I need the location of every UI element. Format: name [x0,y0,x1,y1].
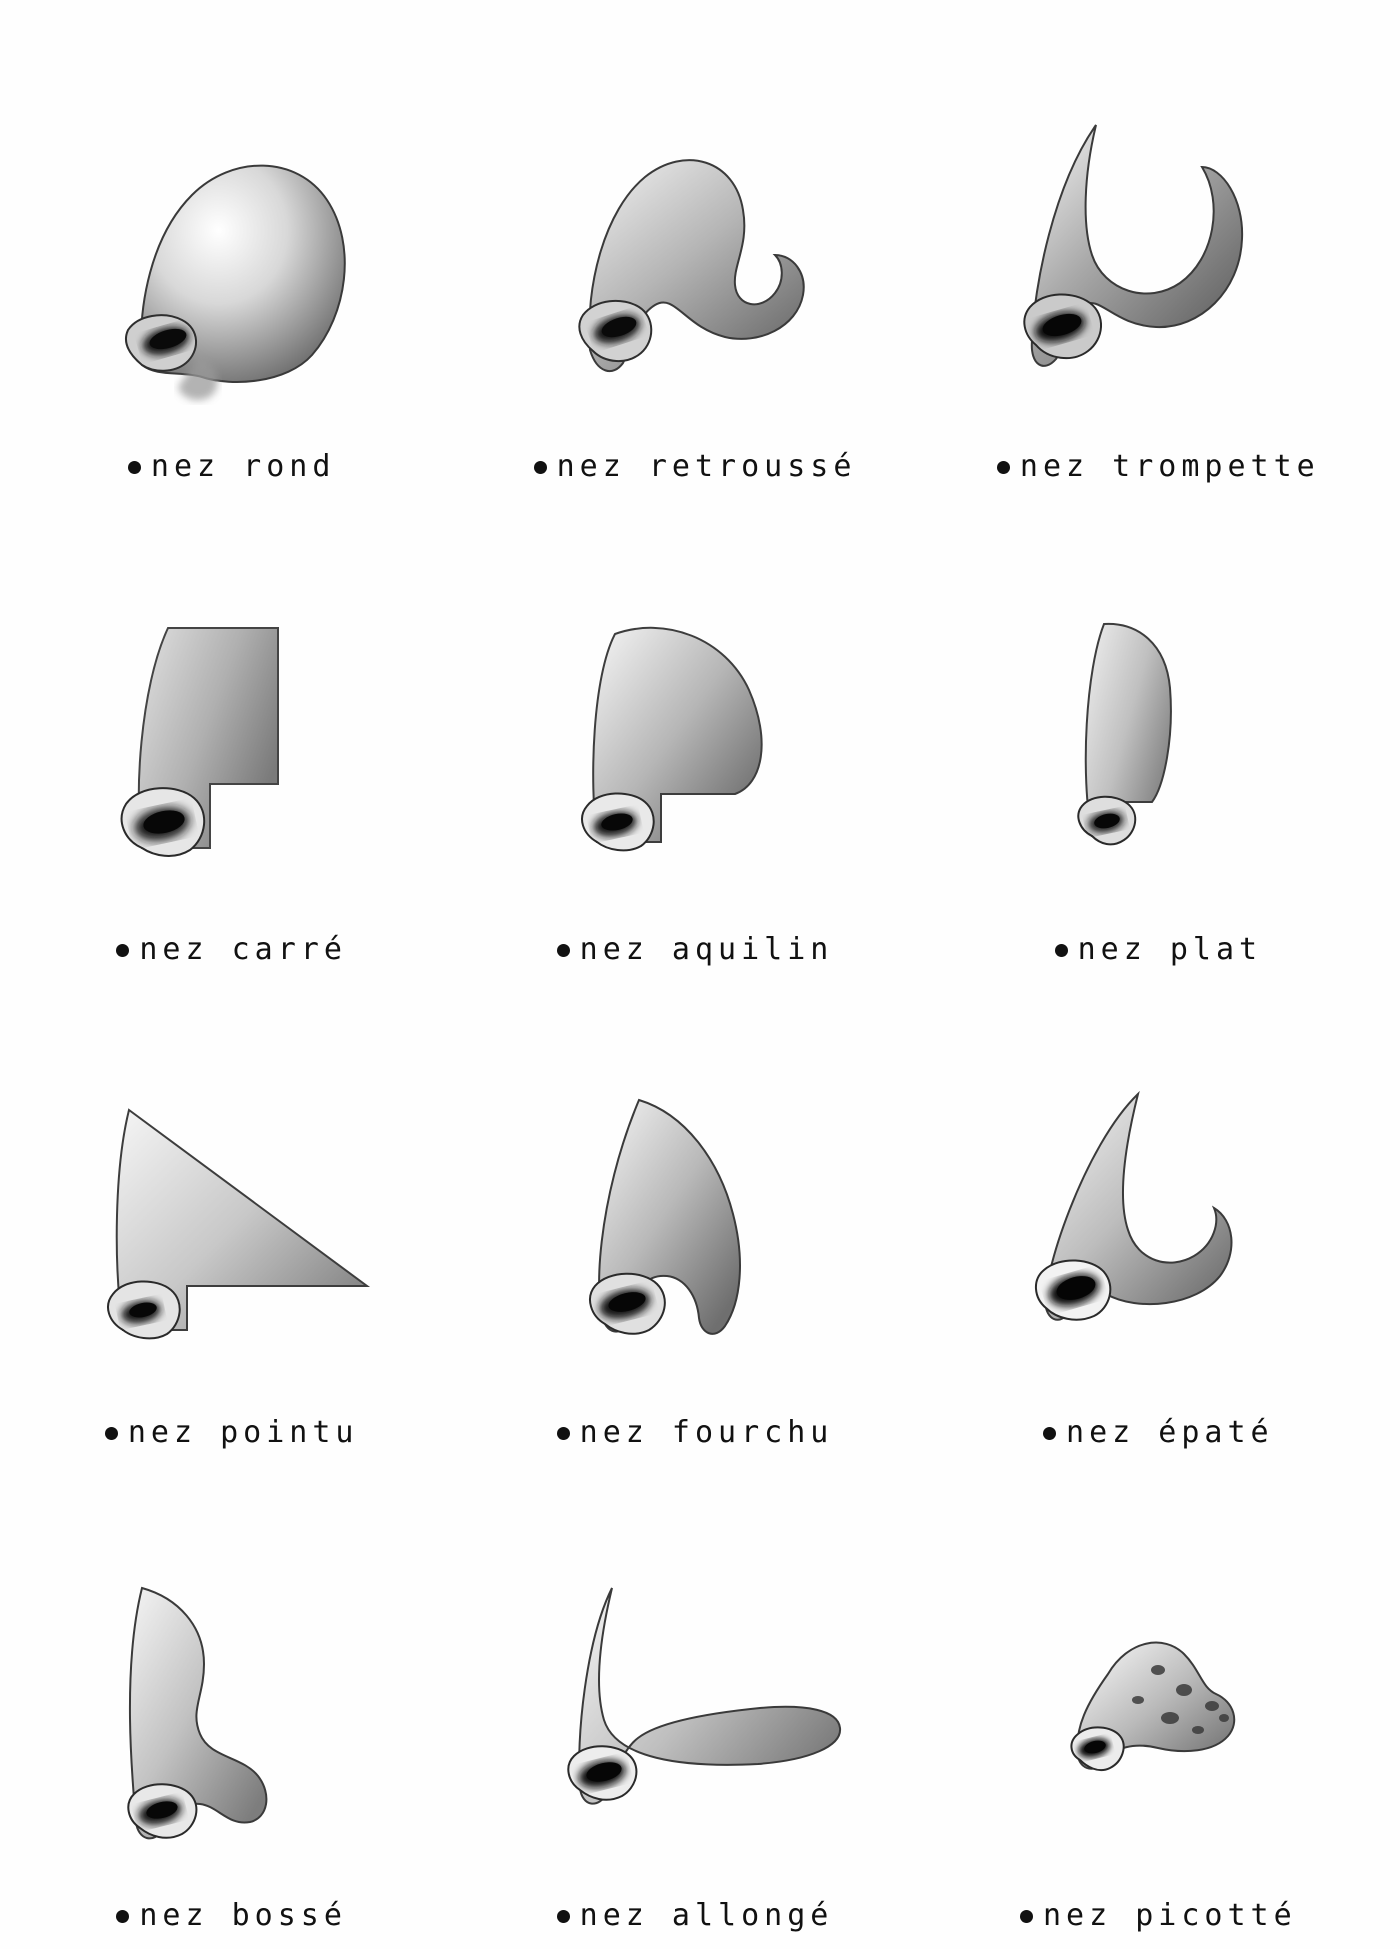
nose-type-label: nez aquilin [579,932,834,967]
nose-type-label: nez picotté [1042,1897,1297,1933]
bullet-dot-icon [1043,1427,1056,1440]
nose-type-label: nez pointu [127,1414,359,1450]
nose-type-label: nez épaté [1066,1414,1274,1450]
caption-nez-retrousse [534,441,857,493]
caption-nez-plat [1055,924,1263,976]
nose-type-card-nez-fourchu [473,976,926,1459]
nose-illustration-nez-retrousse [473,95,926,435]
bullet-dot-icon [116,944,129,957]
bullet-dot-icon [1020,1910,1033,1923]
nose-type-label: nez rond [150,449,336,485]
caption-nez-picotte [1020,1889,1297,1941]
bullet-dot-icon [557,944,570,957]
nose-illustration-nez-bosse [20,1563,473,1883]
bullet-dot-icon [997,461,1010,474]
nose-type-label: nez fourchu [579,1414,834,1450]
nose-illustration-nez-carre [20,578,473,918]
nose-illustration-nez-picotte [927,1563,1380,1883]
nose-type-card-nez-epate [927,976,1380,1459]
nose-type-card-nez-trompette [927,10,1380,493]
caption-nez-bosse [116,1889,347,1941]
bullet-dot-icon [128,461,141,474]
bullet-dot-icon [105,1427,118,1440]
nose-type-card-nez-plat [927,493,1380,976]
caption-nez-rond [128,441,336,493]
nose-illustration-nez-pointu [20,1060,473,1400]
caption-nez-fourchu [557,1406,834,1458]
caption-nez-epate [1043,1406,1274,1458]
nose-type-label: nez retroussé [556,449,857,485]
bullet-dot-icon [1055,944,1068,957]
nose-type-card-nez-picotte [927,1458,1380,1941]
nose-illustration-nez-plat [927,578,1380,918]
caption-nez-carre [116,924,347,976]
nose-type-label: nez trompette [1019,449,1320,485]
caption-nez-pointu [105,1406,359,1458]
nose-type-card-nez-rond [20,10,473,493]
caption-nez-allonge [557,1889,834,1941]
caption-nez-aquilin [557,924,834,976]
nose-type-card-nez-pointu [20,976,473,1459]
nose-type-card-nez-retrousse [473,10,926,493]
nose-illustration-nez-allonge [473,1563,926,1883]
nose-illustration-nez-trompette [927,95,1380,435]
nose-type-label: nez carré [139,932,347,967]
bullet-dot-icon [557,1427,570,1440]
nose-type-card-nez-aquilin [473,493,926,976]
nose-type-label: nez allongé [579,1897,834,1933]
nose-illustration-nez-epate [927,1060,1380,1400]
nose-type-label: nez plat [1077,932,1263,967]
nose-type-card-nez-carre [20,493,473,976]
nose-type-card-nez-allonge [473,1458,926,1941]
nose-type-card-nez-bosse [20,1458,473,1941]
nose-illustration-nez-aquilin [473,578,926,918]
nose-type-label: nez bossé [139,1897,347,1933]
nose-illustration-nez-fourchu [473,1060,926,1400]
bullet-dot-icon [557,1910,570,1923]
nose-illustration-nez-rond [20,95,473,435]
bullet-dot-icon [534,461,547,474]
bullet-dot-icon [116,1910,129,1923]
caption-nez-trompette [997,441,1320,493]
